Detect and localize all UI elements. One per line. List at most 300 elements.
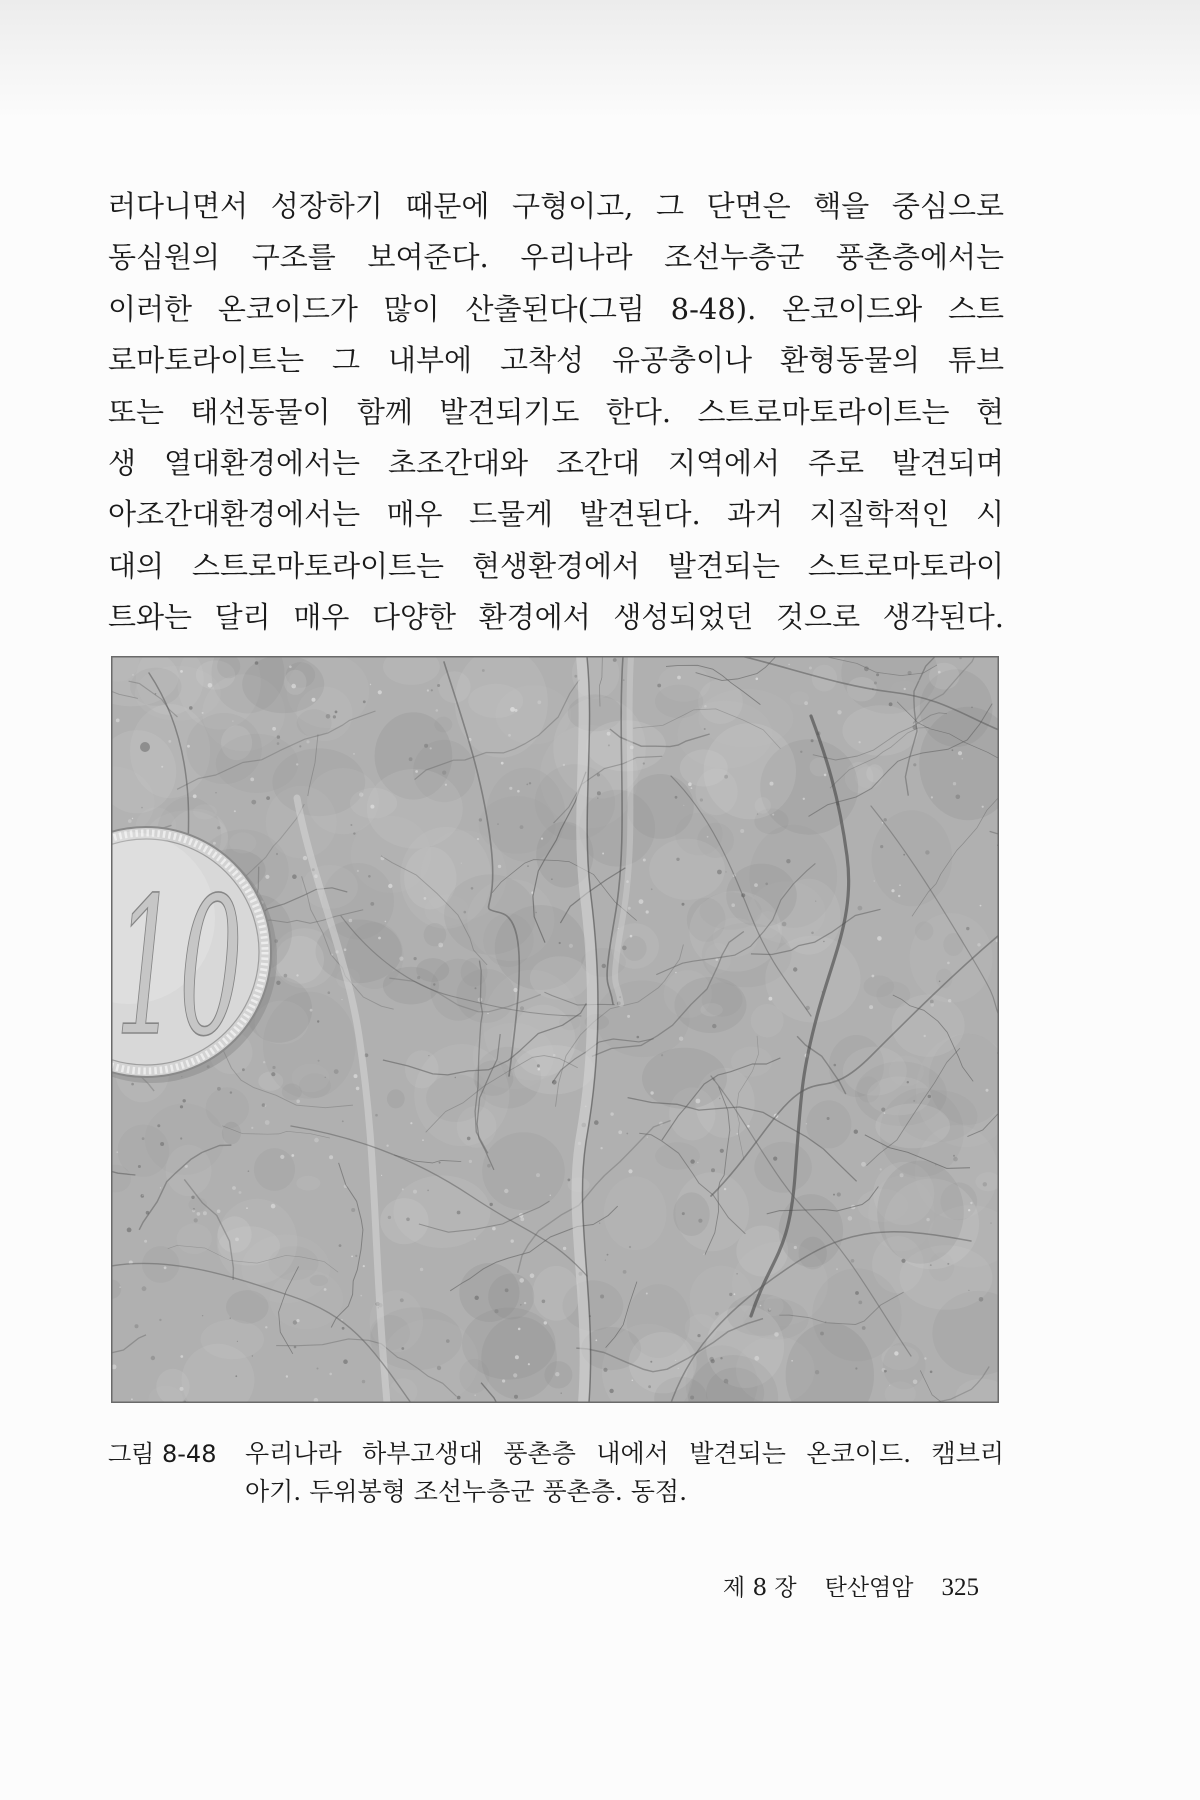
rock-speck: [971, 707, 973, 709]
rock-speck: [618, 1130, 622, 1134]
rock-speck: [508, 734, 511, 737]
rock-speck: [913, 1380, 918, 1385]
rock-speck: [542, 1300, 546, 1304]
rock-speck: [230, 1317, 232, 1319]
rock-speck: [815, 901, 816, 902]
rock-speck: [899, 884, 901, 886]
rock-speck: [898, 895, 900, 897]
rock-texture-spot: [421, 830, 507, 920]
rock-speck: [265, 875, 269, 879]
rock-speck: [858, 906, 863, 911]
rock-speck: [409, 757, 413, 761]
rock-speck: [251, 1127, 253, 1129]
rock-speck: [811, 932, 814, 935]
rock-speck: [836, 1268, 837, 1269]
rock-speck: [874, 880, 876, 882]
rock-speck: [180, 1387, 184, 1391]
rock-speck: [293, 1320, 297, 1324]
rock-speck: [272, 1066, 275, 1069]
rock-speck: [862, 1326, 866, 1330]
rock-speck: [362, 1380, 365, 1383]
rock-speck: [926, 1218, 929, 1221]
rock-speck: [594, 1120, 599, 1125]
rock-speck: [333, 715, 336, 718]
rock-speck: [697, 1334, 700, 1337]
rock-texture-spot: [118, 1125, 170, 1177]
rock-speck: [378, 690, 382, 694]
rock-speck: [854, 1130, 858, 1134]
rock-speck: [131, 1398, 133, 1400]
rock-speck: [756, 678, 759, 681]
rock-speck: [232, 721, 233, 722]
rock-speck: [688, 782, 692, 786]
rock-speck: [563, 1247, 566, 1250]
rock-speck: [132, 818, 133, 819]
rock-speck: [303, 856, 307, 860]
rock-texture-spot: [604, 1176, 667, 1250]
rock-texture-spot: [736, 1336, 815, 1403]
rock-speck: [277, 742, 280, 745]
rock-speck: [385, 921, 387, 923]
rock-speck: [704, 705, 707, 708]
rock-speck: [907, 1081, 909, 1083]
rock-speck: [161, 766, 163, 768]
rock-texture-spot: [655, 1142, 700, 1169]
rock-texture-spot: [943, 933, 963, 956]
body-text-line: 이러한 온코이드가 많이 산출된다(그림 8-48). 온코이드와 스트: [108, 291, 1004, 326]
rock-speck: [237, 1341, 238, 1342]
rock-speck: [650, 1361, 652, 1363]
rock-speck: [230, 1091, 232, 1093]
body-text-line: 생 열대환경에서는 초조간대와 조간대 지역에서 주로 발견되며: [108, 445, 1004, 480]
rock-speck: [276, 853, 278, 855]
rock-speck: [431, 689, 433, 691]
rock-speck: [962, 758, 964, 760]
rock-speck: [677, 676, 681, 680]
body-text-line: 로마토라이트는 그 내부에 고착성 유공충이나 환형동물의 튜브: [108, 343, 1004, 378]
rock-speck: [550, 1195, 552, 1197]
body-text-line: 또는 태선동물이 함께 발견되기도 한다. 스트로마토라이트는 현: [108, 394, 1004, 429]
rock-speck: [725, 871, 726, 872]
rock-speck: [329, 1155, 333, 1159]
rock-speck: [490, 1203, 493, 1206]
rock-speck: [388, 884, 392, 888]
rock-speck: [610, 1112, 613, 1115]
rock-speck: [437, 1366, 441, 1370]
rock-speck: [953, 1157, 958, 1162]
rock-speck: [277, 735, 280, 738]
rock-speck: [650, 1091, 653, 1094]
rock-speck: [164, 1266, 167, 1269]
rock-speck: [891, 889, 894, 892]
rock-speck: [527, 865, 529, 867]
page-number: 325: [941, 1574, 979, 1601]
rock-speck: [250, 778, 254, 782]
rock-speck: [872, 975, 875, 978]
rock-speck: [519, 1278, 524, 1283]
rock-speck: [736, 1133, 738, 1135]
rock-speck: [475, 987, 477, 989]
rock-speck: [676, 858, 679, 861]
rock-texture-spot: [284, 670, 306, 695]
body-paragraph: [108, 181, 1004, 644]
rock-speck: [410, 1122, 412, 1124]
rock-speck: [515, 709, 518, 712]
rock-speck: [515, 1355, 519, 1359]
rock-speck: [235, 1238, 239, 1242]
rock-speck: [467, 1137, 471, 1141]
rock-speck: [958, 751, 962, 755]
rock-texture-spot: [872, 810, 953, 906]
rock-speck: [574, 675, 577, 678]
rock-speck: [528, 1363, 530, 1365]
rock-speck: [215, 792, 216, 793]
rock-speck: [310, 1009, 313, 1012]
rock-speck: [858, 1301, 862, 1305]
rock-speck: [600, 1147, 602, 1149]
rock-speck: [675, 796, 678, 799]
rock-speck: [386, 1145, 388, 1147]
rock-speck: [342, 1120, 344, 1122]
rock-speck: [461, 863, 462, 864]
rock-speck: [855, 1367, 857, 1369]
rock-texture-spot: [177, 1223, 212, 1254]
rock-speck: [317, 1368, 319, 1370]
rock-speck: [234, 810, 236, 812]
rock-texture-spot: [242, 656, 324, 713]
rock-speck: [690, 1396, 694, 1400]
rock-speck: [837, 710, 841, 714]
rock-speck: [324, 1288, 327, 1291]
rock-speck: [661, 1054, 663, 1056]
rock-speck: [354, 1074, 358, 1078]
rock-speck: [729, 1293, 732, 1296]
rock-speck: [502, 1379, 505, 1382]
rock-speck: [511, 1239, 514, 1242]
rock-texture-spot: [649, 839, 725, 900]
rock-speck: [353, 832, 355, 834]
rock-speck: [291, 1154, 294, 1157]
rock-speck: [947, 962, 950, 965]
rock-speck: [952, 749, 954, 751]
rock-texture-spot: [673, 1192, 709, 1236]
rock-speck: [504, 1189, 508, 1193]
rock-speck: [524, 1302, 526, 1304]
rock-speck: [517, 790, 520, 793]
rock-speck: [334, 1069, 339, 1074]
rock-texture-spot: [655, 685, 703, 719]
rock-speck: [381, 1175, 382, 1176]
rock-speck: [375, 1114, 378, 1117]
rock-texture-spot: [206, 1087, 249, 1128]
rock-speck: [894, 1351, 898, 1355]
rock-speck: [116, 719, 120, 723]
rock-speck: [350, 824, 352, 826]
rock-speck: [312, 698, 316, 702]
rock-speck: [142, 1286, 147, 1291]
rock-speck: [482, 669, 485, 672]
rock-speck: [479, 818, 482, 821]
rock-speck: [208, 683, 213, 688]
rock-speck: [794, 1246, 797, 1249]
rock-speck: [197, 1212, 201, 1216]
rock-speck: [159, 1319, 161, 1321]
body-text-line: 대의 스트로마토라이트는 현생환경에서 발견되는 스트로마토라이: [108, 548, 1004, 583]
rock-speck: [296, 763, 298, 765]
rock-speck: [884, 818, 887, 821]
rock-speck: [637, 1036, 640, 1039]
rock-speck: [613, 658, 617, 662]
rock-speck: [505, 1288, 509, 1292]
rock-speck: [457, 1211, 461, 1215]
rock-texture-spot: [424, 923, 447, 946]
rock-speck: [968, 1209, 970, 1211]
rock-speck: [138, 1165, 141, 1168]
rock-texture-spot: [216, 734, 298, 793]
rock-speck: [765, 883, 768, 886]
rock-speck: [360, 1295, 362, 1297]
rock-speck: [202, 1315, 203, 1316]
rock-speck: [597, 791, 601, 795]
rock-speck: [880, 1168, 882, 1170]
rock-speck: [343, 1359, 348, 1364]
rock-speck: [414, 957, 417, 960]
rock-speck: [734, 1293, 736, 1295]
rock-speck: [284, 974, 288, 978]
caption-line: 우리나라 하부고생대 풍촌층 내에서 발견되는 온코이드. 캠브리: [245, 1439, 1004, 1468]
rock-speck: [132, 674, 134, 676]
rock-speck: [402, 1188, 404, 1190]
rock-speck: [342, 1327, 345, 1330]
rock-speck: [833, 1194, 835, 1196]
rock-texture-spot: [765, 936, 860, 1023]
rock-speck: [144, 1240, 147, 1243]
rock-speck: [299, 745, 301, 747]
rock-speck: [356, 1087, 360, 1091]
rock-speck: [717, 870, 722, 875]
rock-texture-spot: [201, 1320, 264, 1360]
rock-speck: [931, 796, 933, 798]
rock-speck: [628, 1169, 632, 1173]
rock-speck: [983, 1182, 987, 1186]
rock-speck: [430, 747, 432, 749]
rock-speck: [939, 981, 941, 983]
rock-speck: [530, 1273, 535, 1278]
rock-speck: [924, 1035, 926, 1037]
rock-speck: [740, 829, 744, 833]
rock-speck: [217, 1209, 221, 1213]
rock-speck: [116, 1151, 118, 1153]
rock-speck: [141, 1194, 145, 1198]
rock-speck: [823, 941, 824, 942]
rock-speck: [924, 1357, 926, 1359]
rock-texture-spot: [842, 705, 918, 756]
rock-speck: [433, 983, 435, 985]
rock-speck: [947, 1263, 949, 1265]
rock-speck: [151, 1356, 155, 1360]
rock-speck: [280, 1155, 284, 1159]
rock-speck: [707, 836, 709, 838]
rock-speck: [769, 1308, 772, 1311]
rock-speck: [901, 1259, 905, 1263]
rock-texture-spot: [226, 1290, 269, 1324]
rock-speck: [889, 1385, 890, 1386]
rock-texture-spot: [915, 922, 933, 941]
rock-speck: [183, 1099, 186, 1102]
rock-speck: [913, 763, 916, 766]
rock-speck: [646, 1293, 648, 1295]
rock-speck: [232, 1186, 236, 1190]
rock-speck: [966, 927, 969, 930]
rock-speck: [251, 800, 256, 805]
rock-speck: [800, 751, 802, 753]
rock-speck: [647, 1137, 648, 1138]
rock-speck: [180, 1355, 183, 1358]
rock-speck: [128, 819, 132, 823]
rock-speck: [351, 1256, 353, 1258]
rock-speck: [477, 838, 479, 840]
rock-speck: [339, 1244, 342, 1247]
rock-speck: [520, 1006, 524, 1010]
rock-speck: [160, 1187, 161, 1188]
rock-speck: [370, 902, 374, 906]
rock-speck: [306, 740, 309, 743]
rock-speck: [675, 1360, 676, 1361]
rock-speck: [629, 1246, 631, 1248]
rock-speck: [351, 1208, 355, 1212]
rock-speck: [420, 1268, 423, 1271]
rock-speck: [335, 711, 338, 714]
rock-speck: [731, 903, 735, 907]
rock-speck: [700, 798, 703, 801]
rock-speck: [736, 1273, 738, 1275]
rock-speck: [495, 1309, 499, 1313]
rock-texture-spot: [482, 1132, 565, 1210]
rock-speck: [643, 762, 645, 764]
rock-speck: [399, 957, 403, 961]
rock-speck: [757, 813, 758, 814]
rock-speck: [809, 667, 812, 670]
rock-speck: [193, 794, 197, 798]
rock-speck: [544, 1321, 547, 1324]
rock-speck: [271, 1204, 276, 1209]
rock-speck: [806, 1123, 807, 1124]
rock-speck: [189, 706, 193, 710]
rock-speck: [160, 1142, 164, 1146]
rock-speck: [720, 1149, 724, 1153]
rock-speck: [678, 1368, 679, 1369]
chapter-title: 탄산염암: [824, 1575, 914, 1601]
rock-speck: [609, 1389, 613, 1393]
rock-speck: [561, 1393, 562, 1394]
rock-speck: [131, 1083, 134, 1086]
rock-speck: [341, 999, 342, 1000]
rock-speck: [413, 1190, 417, 1194]
rock-speck: [438, 943, 443, 948]
rock-speck: [272, 727, 276, 731]
rock-speck: [626, 1133, 628, 1135]
oncoid-rock-photo: [111, 656, 999, 1403]
rock-speck: [815, 1370, 819, 1374]
rock-speck: [213, 842, 216, 845]
rock-speck: [930, 1000, 934, 1004]
rock-speck: [406, 1218, 410, 1222]
rock-speck: [296, 1319, 299, 1322]
rock-speck: [861, 1162, 866, 1167]
rock-speck: [292, 874, 297, 879]
rock-speck: [639, 899, 644, 904]
rock-speck: [203, 1211, 207, 1215]
rock-speck: [977, 943, 980, 946]
rock-speck: [824, 774, 827, 777]
rock-speck: [127, 1228, 132, 1233]
rock-speck: [400, 1298, 404, 1302]
rock-speck: [514, 1395, 518, 1399]
rock-speck: [142, 1195, 144, 1197]
rock-speck: [526, 784, 528, 786]
rock-speck: [520, 1217, 524, 1221]
rock-speck: [487, 1013, 488, 1014]
rock-speck: [487, 1164, 491, 1168]
rock-speck: [363, 700, 366, 703]
rock-texture-spot: [218, 1216, 252, 1253]
rock-speck: [202, 712, 204, 714]
rock-speck: [782, 922, 787, 927]
body-text-line: 트와는 달리 매우 다양한 환경에서 생성되었던 것으로 생각된다.: [108, 600, 1004, 635]
rock-speck: [248, 1170, 250, 1172]
rock-speck: [513, 988, 517, 992]
rock-speck: [968, 1290, 969, 1291]
rock-speck: [595, 1339, 597, 1341]
rock-speck: [422, 1139, 424, 1141]
rock-speck: [651, 888, 653, 890]
rock-speck: [648, 1385, 651, 1388]
rock-speck: [851, 1259, 855, 1263]
rock-speck: [428, 1055, 429, 1056]
rock-speck: [474, 1394, 476, 1396]
rock-speck: [608, 744, 610, 746]
rock-texture-spot: [629, 1332, 697, 1393]
rock-speck: [568, 1179, 571, 1182]
rock-speck: [679, 1037, 683, 1041]
coin-denomination: 10: [115, 857, 243, 1078]
rock-speck: [328, 991, 331, 994]
rock-speck: [187, 745, 190, 748]
rock-speck: [555, 1372, 559, 1376]
rock-speck: [827, 1117, 830, 1120]
rock-speck: [168, 740, 171, 743]
rock-speck: [518, 1328, 521, 1331]
rock-speck: [754, 1356, 759, 1361]
rock-speck: [632, 1380, 634, 1382]
rock-speck: [605, 1260, 606, 1261]
rock-speck: [135, 1324, 139, 1328]
rock-speck: [142, 1137, 145, 1140]
rock-speck: [424, 897, 427, 900]
rock-speck: [263, 1061, 265, 1063]
rock-speck: [355, 1255, 357, 1257]
rock-speck: [990, 1222, 991, 1223]
rock-texture-spot: [483, 970, 581, 1081]
figure-caption: [108, 1435, 1004, 1515]
rock-speck: [326, 714, 331, 719]
rock-speck: [880, 845, 883, 848]
rock-speck: [982, 806, 984, 808]
rock-speck: [509, 787, 512, 790]
rock-speck: [329, 1373, 332, 1376]
rock-speck: [563, 764, 565, 766]
rock-speck: [536, 1173, 540, 1177]
